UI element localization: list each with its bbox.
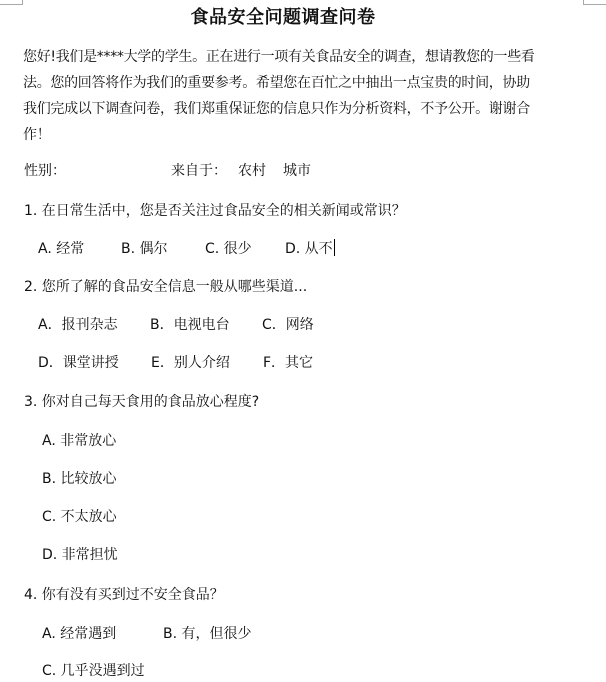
origin-label: 来自于： xyxy=(171,163,227,179)
document-title: 食品安全问题调查问卷 xyxy=(190,7,376,28)
intro-line: 法。您的回答将作为我们的重要参考。希望您在百忙之中抽出一点宝贵的时间，协助 xyxy=(23,75,530,91)
origin-option-urban[interactable]: 城市 xyxy=(283,163,311,179)
gender-label: 性别： xyxy=(24,163,66,179)
question-1-text: 1. 在日常生活中，您是否关注过食品安全的相关新闻或常识？ xyxy=(24,203,406,219)
q2-option-f[interactable]: F．其它 xyxy=(263,355,314,371)
q4-option-a[interactable]: A. 经常遇到 xyxy=(42,626,117,642)
q3-option-b[interactable]: B. 比较放心 xyxy=(42,471,117,487)
q1-option-c[interactable]: C. 很少 xyxy=(205,241,252,257)
q1-option-d[interactable]: D. 从不 xyxy=(285,241,333,257)
q3-option-c[interactable]: C. 不太放心 xyxy=(42,509,117,525)
question-4-text: 4. 你有没有买到过不安全食品？ xyxy=(24,587,224,603)
q3-option-a[interactable]: A. 非常放心 xyxy=(42,433,117,449)
intro-paragraph[interactable] xyxy=(23,44,583,148)
q4-option-b[interactable]: B. 有，但很少 xyxy=(163,626,252,642)
text-cursor xyxy=(334,239,336,256)
q4-option-c[interactable]: C. 几乎没遇到过 xyxy=(42,663,145,679)
page-corner-mark-left xyxy=(0,0,23,5)
q2-option-d[interactable]: D．课堂讲授 xyxy=(38,355,119,371)
q1-option-b[interactable]: B. 偶尔 xyxy=(121,241,168,257)
origin-option-rural[interactable]: 农村 xyxy=(238,163,266,179)
q1-option-a[interactable]: A. 经常 xyxy=(38,241,85,257)
q2-option-a[interactable]: A．报刊杂志 xyxy=(38,317,118,333)
q1-option-d-wrapper[interactable] xyxy=(285,239,335,259)
page-corner-mark-right xyxy=(583,0,606,5)
q2-option-c[interactable]: C．网络 xyxy=(262,317,314,333)
intro-line: 作！ xyxy=(23,127,51,143)
intro-line: 您好!我们是****大学的学生。正在进行一项有关食品安全的调查，想请教您的一些看 xyxy=(23,49,535,65)
question-3-text: 3. 你对自己每天食用的食品放心程度? xyxy=(24,394,260,410)
q2-option-e[interactable]: E．别人介绍 xyxy=(151,355,230,371)
q2-option-b[interactable]: B．电视电台 xyxy=(150,317,230,333)
q3-option-d[interactable]: D. 非常担忧 xyxy=(42,547,118,563)
intro-line: 我们完成以下调查问卷，我们郑重保证您的信息只作为分析资料，不予公开。谢谢合 xyxy=(23,101,530,117)
question-2-text: 2. 您所了解的食品安全信息一般从哪些渠道... xyxy=(24,279,308,295)
